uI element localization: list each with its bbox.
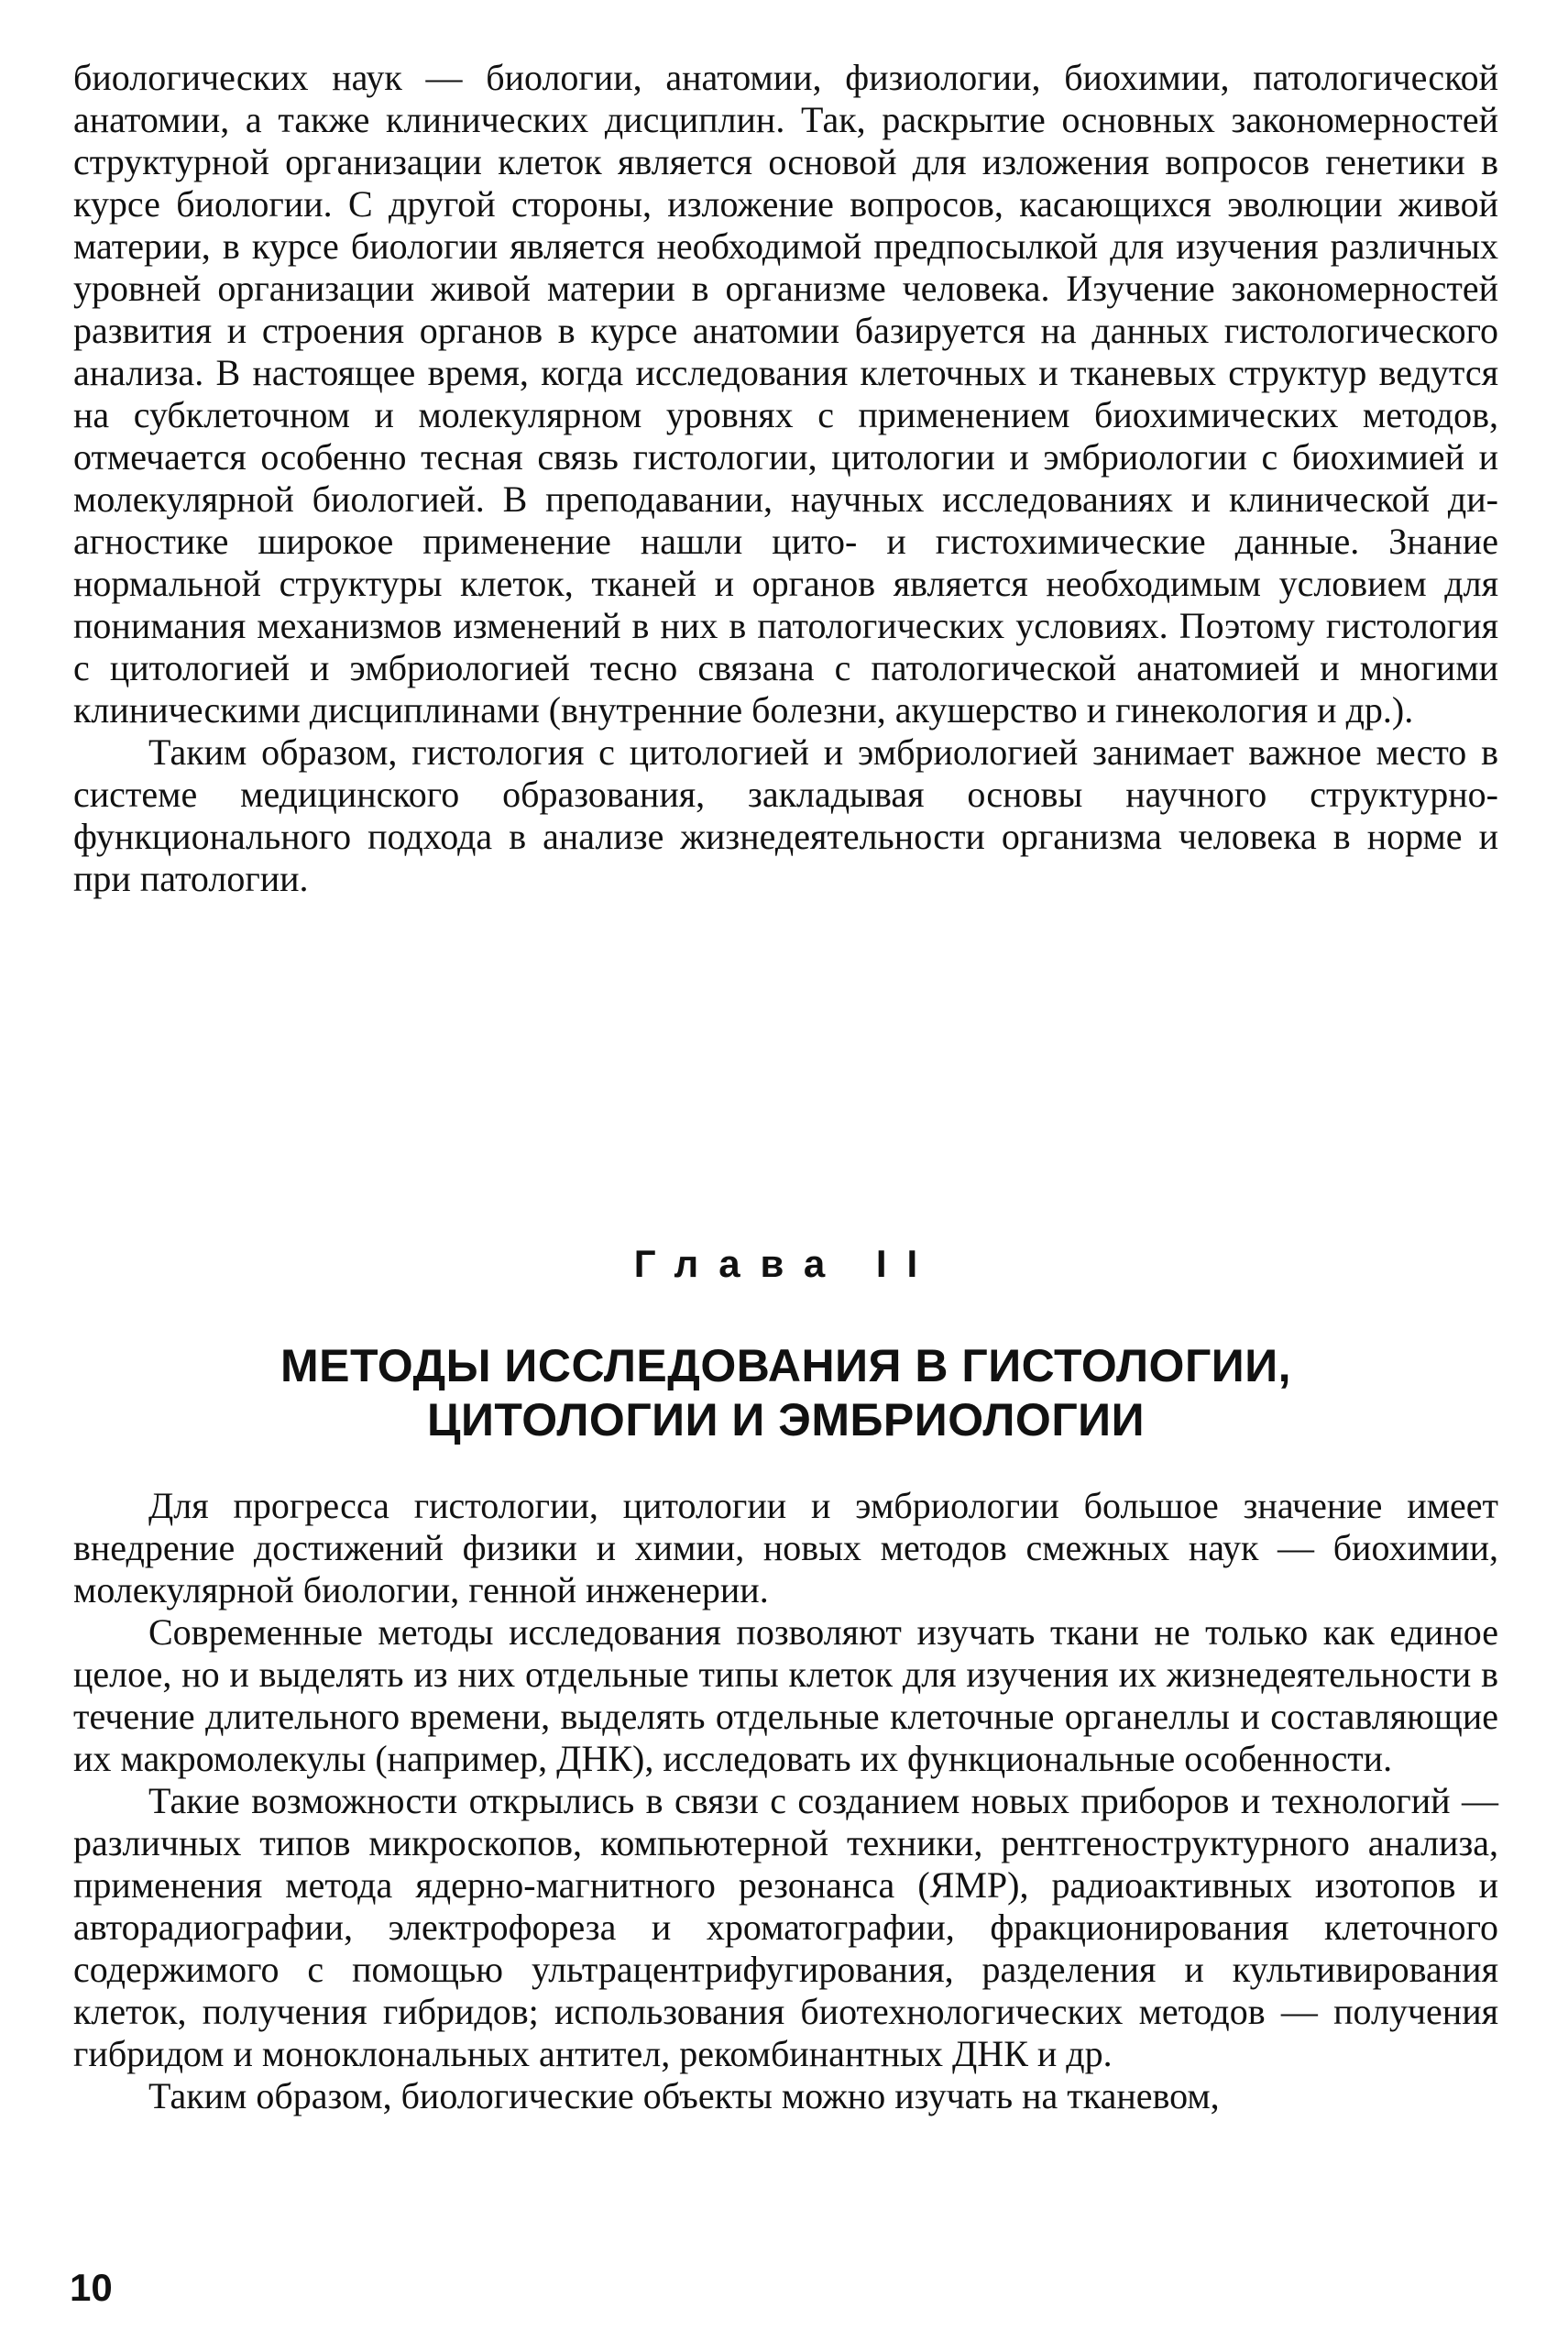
chapter-paragraph-2: Современные методы исследования позволяют изучать ткани не только как единое целое, но и выделять из них отдельные типы клеток для изучения их жизнедеятельности в течение длительного времени, выделять отдельные клеточные органеллы и составляющие их макромолекулы (например, ДНК), исследовать их функциональные особенности. xyxy=(73,1611,1498,1779)
intro-section xyxy=(73,57,1498,900)
page-number: 10 xyxy=(70,2266,113,2309)
chapter-title-line-1: МЕТОДЫ ИССЛЕДОВАНИЯ В ГИСТОЛОГИИ, xyxy=(280,1340,1292,1391)
chapter-paragraph-1: Для прогресса гистологии, цитологии и эмбриологии большое значение имеет внедрение достижений физики и химии, новых методов смежных наук — биохимии, молекулярной биологии, генной инженерии. xyxy=(73,1485,1498,1610)
intro-paragraph-2: Таким образом, гистология с цитологией и эмбриологией занимает важное место в системе медицинского образования, закладывая основы научного структурно-функционального подхода в анализе жизнедеятельности организма человека в норме и при патологии. xyxy=(73,731,1498,899)
chapter-body xyxy=(73,1485,1498,2117)
chapter-paragraph-4: Таким образом, биологические объекты можно изучать на тканевом, xyxy=(148,2075,1220,2116)
chapter-title-line-2: ЦИТОЛОГИИ И ЭМБРИОЛОГИИ xyxy=(426,1394,1146,1445)
chapter-label: Глава II xyxy=(633,1242,938,1285)
intro-paragraph-1: биологических наук — биологии, анатомии, физиологии, биохимии, патологической анатомии, а также клинических дисциплин. Так, раскрытие основных закономерностей структурной организации клеток является основой для изложения вопросов генетики в курсе биологии. С другой стороны, изложение вопросов, касающихся эволюции живой материи, в курсе биологии является необходимой предпосылкой для изучения различных уровней организации живой материи в организме человека. Изучение закономерностей развития и строения органов в курсе анатомии базируется на данных гистологического анализа. В настоящее время, когда исследования клеточных и тканевых структур ведутся на субклеточном и молекулярном уровнях с применением биохимических методов, отмечается особенно тесная связь гистологии, цитологии и эмбриологии с биохимией и молекулярной биологией. В преподавании, научных исследованиях и клинической диагностике широкое применение нашли цито- и гистохимические данные. Знание нормальной структуры клеток, тканей и органов является необходимым условием для понимания механизмов изменений в них в патологических условиях. Поэтому гистология с цитологией и эмбриологией тесно связана с патологической анатомией и многими клиническими дисциплинами (внутренние болезни, акушерство и гинекология и др.). xyxy=(73,57,1498,731)
chapter-paragraph-3: Такие возможности открылись в связи с созданием новых приборов и технологий — различных типов микроскопов, компьютерной техники, рентгеноструктурного анализа, применения метода ядерно-магнитного резонанса (ЯМР), радиоактивных изотопов и авторадиографии, электрофореза и хроматографии, фракционирования клеточного содержимого с помощью ультрацентрифугирования, разделения и культивирования клеток, получения гибридов; использования биотехнологических методов — получения гибридом и моноклональных антител, рекомбинантных ДНК и др. xyxy=(73,1780,1498,2074)
chapter-heading xyxy=(73,1242,1498,1447)
